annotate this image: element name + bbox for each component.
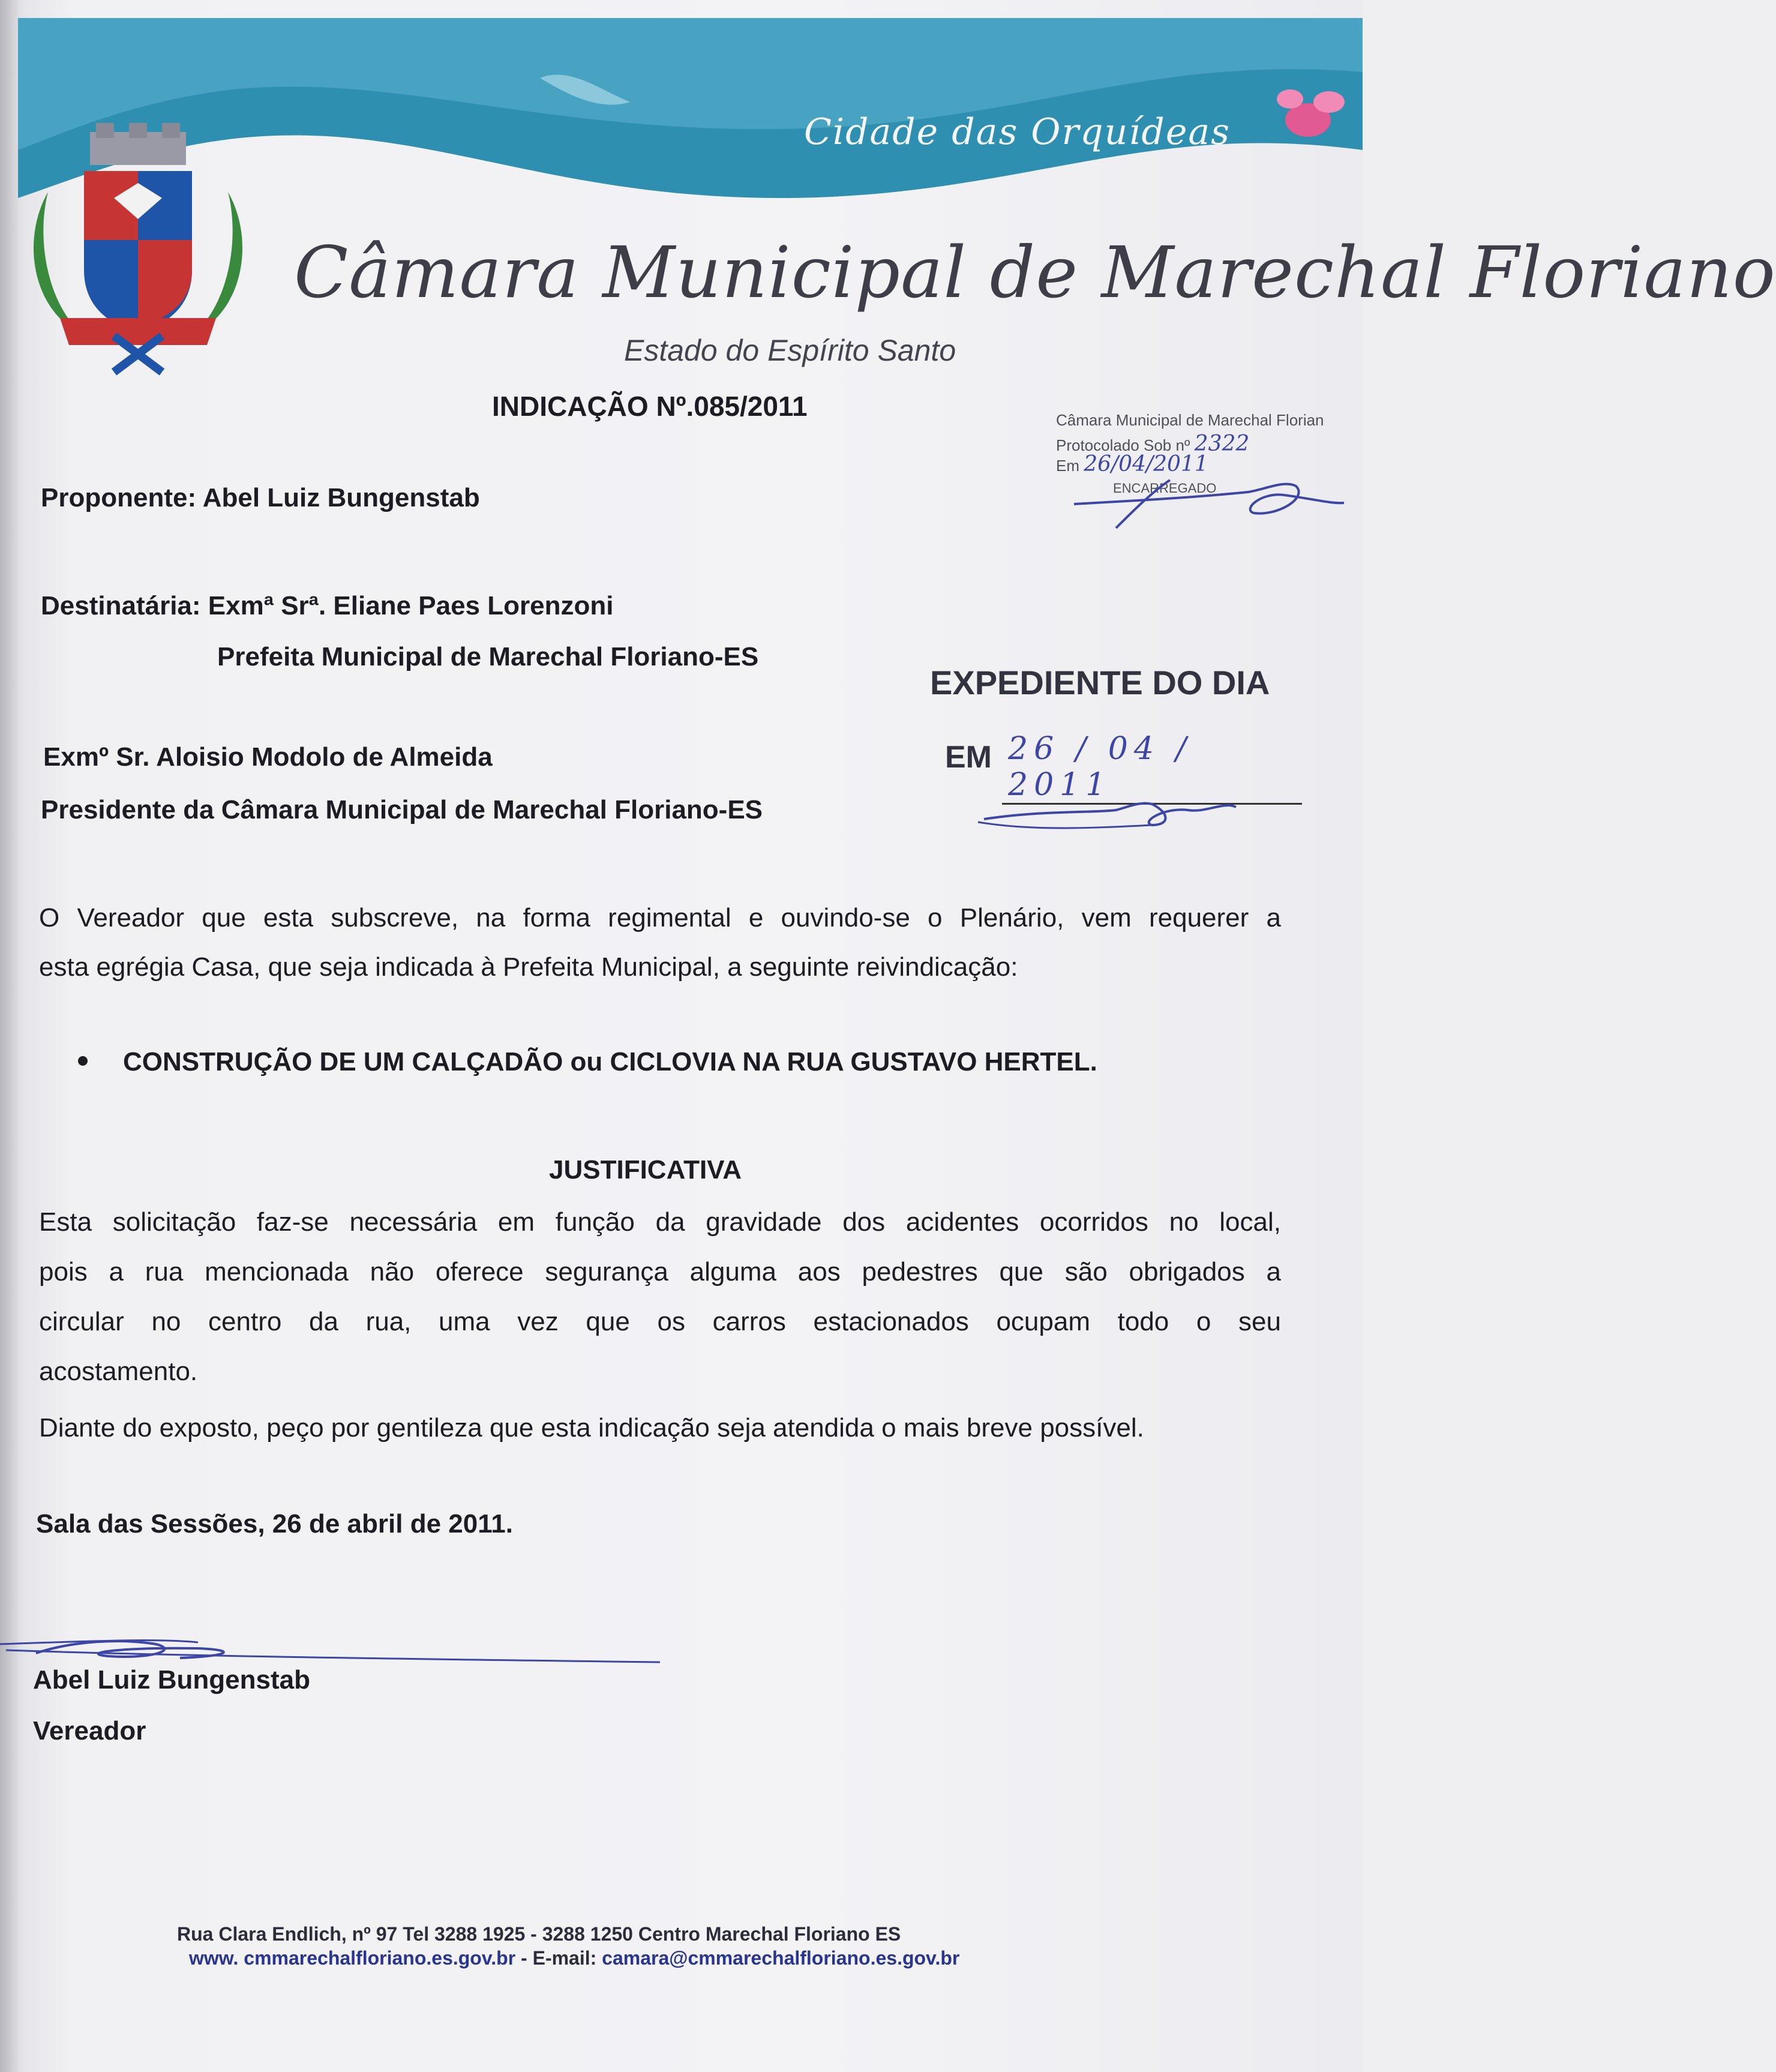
recipient-line-1: Destinatária: Exmª Srª. Eliane Paes Lorenzoni	[41, 591, 614, 620]
footer-address: Rua Clara Endlich, nº 97 Tel 3288 1925 - 3288 1250 Centro Marechal Floriano ES	[177, 1923, 901, 1945]
place-date: Sala das Sessões, 26 de abril de 2011.	[36, 1509, 513, 1539]
president-line-2: Presidente da Câmara Municipal de Marechal Floriano-ES	[41, 795, 763, 824]
page-binding-edge	[0, 0, 18, 2072]
municipal-crest-icon	[24, 120, 252, 378]
justification-title: JUSTIFICATIVA	[549, 1155, 742, 1185]
justification-line-4: acostamento.	[39, 1357, 198, 1386]
footer-website-link[interactable]: www. cmmarechalfloriano.es.gov.br	[189, 1947, 516, 1969]
expediente-signature-icon	[972, 789, 1260, 837]
stamp-line-chamber: Câmara Municipal de Marechal Florian	[1056, 411, 1324, 429]
intro-line-1: O Vereador que esta subscreve, na forma regimental e ouvindo-se o Plenário, vem requerer a	[39, 903, 1281, 932]
expediente-stamp-title: EXPEDIENTE DO DIA	[930, 664, 1270, 701]
footer-email-link[interactable]: camara@cmmarechalfloriano.es.gov.br	[602, 1947, 960, 1969]
signer-role: Vereador	[33, 1716, 146, 1746]
city-tagline: Cidade das Orquídeas	[804, 111, 1231, 153]
proponent-line: Proponente: Abel Luiz Bungenstab	[41, 483, 480, 512]
request-item: CONSTRUÇÃO DE UM CALÇADÃO ou CICLOVIA NA RUA GUSTAVO HERTEL.	[123, 1047, 1097, 1077]
president-line-1: Exmº Sr. Aloisio Modolo de Almeida	[43, 742, 493, 772]
footer-contacts	[189, 1947, 959, 1969]
stamp-protocol-number: 2322	[1194, 431, 1250, 456]
stamp-protocol-label: Protocolado Sob nº	[1056, 436, 1190, 454]
justification-line-3: circular no centro da rua, uma vez que os carros estacionados ocupam todo o seu	[39, 1307, 1281, 1336]
footer-email-label: - E-mail:	[515, 1947, 602, 1969]
recipient-line-2: Prefeita Municipal de Marechal Floriano-ES	[217, 642, 759, 671]
chamber-title: Câmara Municipal de Marechal Floriano	[294, 231, 1776, 314]
stamp-line-officer: ENCARREGADO	[1113, 481, 1217, 496]
closing-line: Diante do exposto, peço por gentileza que esta indicação seja atendida o mais breve possível.	[39, 1413, 1144, 1443]
justification-line-2: pois a rua mencionada não oferece segurança alguma aos pedestres que são obrigados a	[39, 1257, 1281, 1287]
state-subtitle: Estado do Espírito Santo	[624, 334, 956, 367]
document-title: INDICAÇÃO Nº.085/2011	[492, 391, 808, 422]
expediente-em-label: EM	[945, 740, 992, 775]
expediente-date: 26 / 04 / 2011	[1002, 731, 1302, 805]
stamp-signature-icon	[1068, 468, 1350, 534]
stamp-date-label: Em	[1056, 457, 1079, 475]
stamp-date-value: 26/04/2011	[1084, 452, 1208, 476]
signer-name: Abel Luiz Bungenstab	[33, 1665, 310, 1695]
bullet-icon	[78, 1056, 88, 1066]
intro-line-2: esta egrégia Casa, que seja indicada à Prefeita Municipal, a seguinte reivindicação:	[39, 952, 1018, 982]
stamp-line-protocol	[1056, 431, 1356, 456]
justification-line-1: Esta solicitação faz-se necessária em função da gravidade dos acidentes ocorridos no local,	[39, 1207, 1281, 1237]
